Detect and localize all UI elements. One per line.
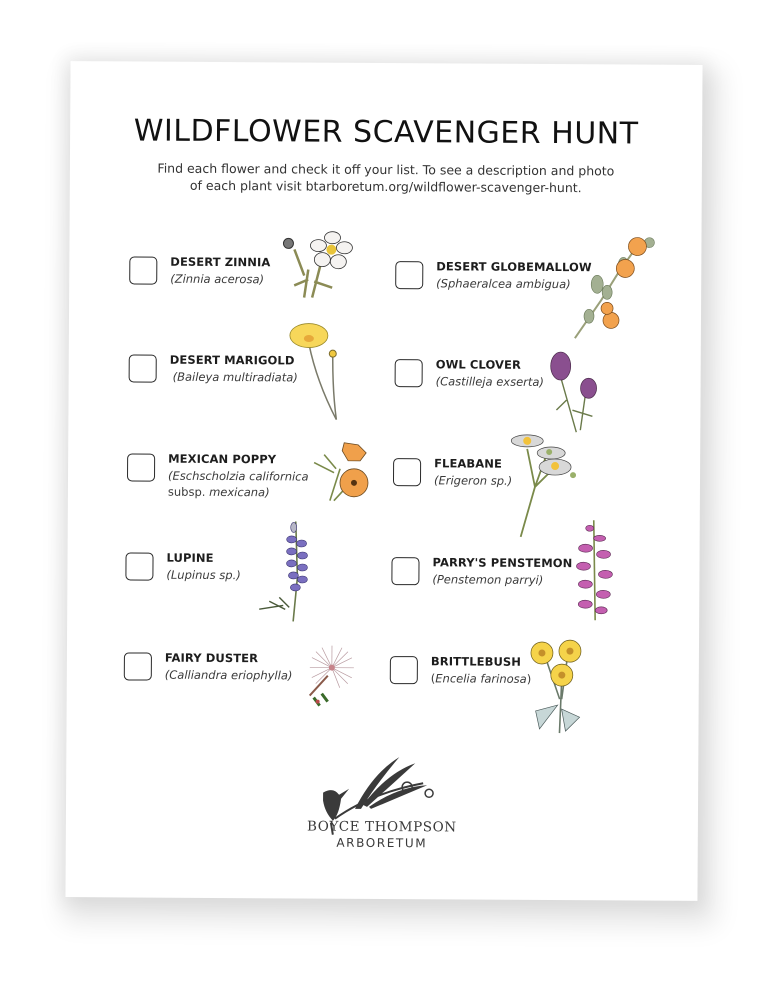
owl-clover-illustration-icon: [546, 350, 607, 436]
checkbox-brittlebush[interactable]: [390, 656, 418, 684]
common-name: FLEABANE: [434, 456, 503, 471]
common-name: PARRY'S PENSTEMON: [432, 555, 573, 571]
desert-globemallow-illustration-icon: [571, 234, 662, 341]
fairy-duster-illustration-icon: [302, 644, 362, 710]
checkbox-lupine[interactable]: [125, 552, 153, 580]
common-name: OWL CLOVER: [435, 357, 521, 372]
checkbox-mexican-poppy[interactable]: [127, 453, 155, 481]
common-name: DESERT GLOBEMALLOW: [436, 259, 592, 275]
list-item-desert-zinnia: [129, 256, 420, 348]
instructions-line-1: Find each flower and check it off your list. To see a description and photo: [157, 160, 615, 179]
scientific-name: (Baileya multiradiata): [172, 369, 298, 385]
desert-zinnia-illustration-icon: [274, 229, 354, 299]
checkbox-owl-clover[interactable]: [395, 359, 423, 387]
instructions: [130, 159, 642, 196]
mexican-poppy-illustration-icon: [310, 439, 372, 503]
list-item-lupine: [125, 552, 416, 644]
common-name: MEXICAN POPPY: [168, 451, 277, 467]
checkbox-desert-marigold[interactable]: [129, 354, 157, 382]
list-item-parrys-penstemon: [391, 557, 682, 649]
list-item-fleabane: [393, 458, 684, 550]
desert-marigold-illustration-icon: [286, 321, 347, 421]
list-item-fairy-duster: [123, 652, 414, 744]
scientific-name: (Erigeron sp.): [433, 473, 513, 488]
scientific-name: (Eschscholzia californica subsp. mexicana): [167, 468, 309, 500]
lupine-illustration-icon: [255, 517, 316, 627]
org-name: BOYCE THOMPSON: [306, 818, 457, 836]
worksheet-page: [65, 61, 702, 901]
org-subname: ARBORETUM: [336, 835, 428, 851]
common-name: LUPINE: [166, 550, 214, 565]
checkbox-desert-zinnia[interactable]: [129, 256, 157, 284]
common-name: FAIRY DUSTER: [164, 650, 259, 666]
list-item-brittlebush: [389, 656, 680, 748]
common-name: BRITTLEBUSH: [430, 654, 522, 669]
scientific-name: (Penstemon parryi): [432, 572, 544, 587]
common-name: DESERT ZINNIA: [170, 254, 271, 270]
scientific-name: (Encelia farinosa): [430, 671, 532, 686]
parrys-penstemon-illustration-icon: [571, 518, 622, 622]
scientific-name: (Calliandra eriophylla): [164, 667, 293, 683]
scientific-name: (Lupinus sp.): [166, 567, 241, 583]
scientific-name: (Sphaeralcea ambigua): [436, 276, 571, 292]
scientific-name: (Castilleja exserta): [435, 374, 544, 389]
brittlebush-illustration-icon: [529, 639, 586, 735]
checkbox-fleabane[interactable]: [393, 458, 421, 486]
list-item-desert-marigold: [128, 354, 419, 446]
page-title: WILDFLOWER SCAVENGER HUNT: [133, 113, 639, 152]
checkbox-fairy-duster[interactable]: [124, 652, 152, 680]
list-item-desert-globemallow: [395, 261, 686, 353]
scientific-name: (Zinnia acerosa): [170, 271, 265, 287]
checkbox-desert-globemallow[interactable]: [395, 261, 423, 289]
common-name: DESERT MARIGOLD: [169, 352, 295, 368]
instructions-line-2: of each plant visit btarboretum.org/wildflower-scavenger-hunt.: [189, 177, 582, 196]
checkbox-parrys-penstemon[interactable]: [391, 557, 419, 585]
